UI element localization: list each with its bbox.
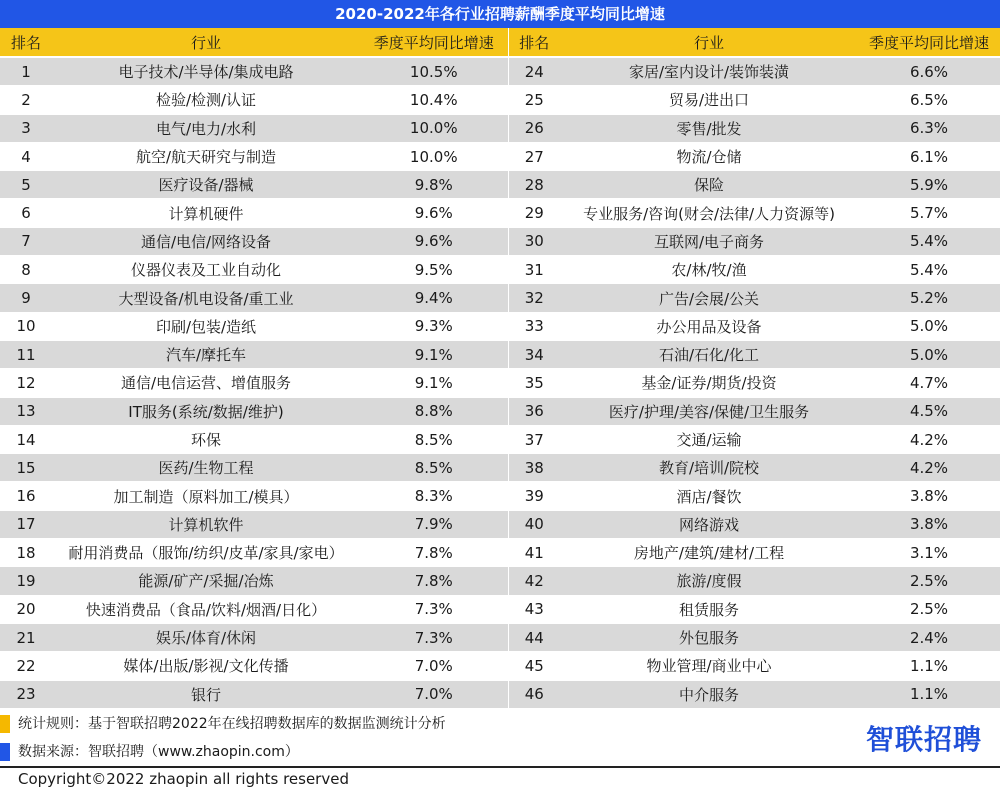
- cell-industry: 医疗设备/器械: [52, 171, 360, 199]
- table-row: [0, 482, 1000, 510]
- cell-rank: 38: [508, 454, 560, 482]
- cell-value: 9.8%: [360, 171, 508, 199]
- cell-rank: 34: [508, 340, 560, 368]
- cell-value: 4.7%: [858, 369, 1000, 397]
- cell-value: 2.5%: [858, 595, 1000, 623]
- cell-value: 4.2%: [858, 425, 1000, 453]
- cell-rank: 2: [0, 86, 52, 114]
- yellow-marker-icon: [0, 715, 10, 733]
- cell-rank: 20: [0, 595, 52, 623]
- cell-industry: 银行: [52, 680, 360, 708]
- cell-industry: 耐用消费品（服饰/纺织/皮革/家具/家电）: [52, 539, 360, 567]
- cell-rank: 29: [508, 199, 560, 227]
- footer-notes: [0, 710, 700, 766]
- cell-industry: 农/林/牧/渔: [560, 256, 858, 284]
- cell-value: 9.1%: [360, 340, 508, 368]
- cell-rank: 35: [508, 369, 560, 397]
- cell-industry: 环保: [52, 425, 360, 453]
- cell-value: 3.8%: [858, 482, 1000, 510]
- header-industry-right: 行业: [560, 28, 858, 57]
- table-row: [0, 454, 1000, 482]
- cell-value: 6.5%: [858, 86, 1000, 114]
- cell-value: 4.2%: [858, 454, 1000, 482]
- cell-rank: 9: [0, 284, 52, 312]
- table-row: [0, 425, 1000, 453]
- cell-rank: 4: [0, 142, 52, 170]
- rule-note: [0, 710, 700, 738]
- cell-rank: 36: [508, 397, 560, 425]
- cell-industry: 中介服务: [560, 680, 858, 708]
- cell-industry: 通信/电信/网络设备: [52, 227, 360, 255]
- table-row: [0, 652, 1000, 680]
- cell-value: 9.3%: [360, 312, 508, 340]
- zhaopin-logo: 智联招聘: [866, 723, 983, 756]
- cell-rank: 41: [508, 539, 560, 567]
- cell-rank: 45: [508, 652, 560, 680]
- cell-industry: 零售/批发: [560, 114, 858, 142]
- cell-rank: 40: [508, 510, 560, 538]
- cell-rank: 37: [508, 425, 560, 453]
- table-row: [0, 397, 1000, 425]
- header-value-left: 季度平均同比增速: [360, 28, 508, 57]
- cell-value: 1.1%: [858, 680, 1000, 708]
- cell-industry: 保险: [560, 171, 858, 199]
- cell-rank: 28: [508, 171, 560, 199]
- cell-industry: 物业管理/商业中心: [560, 652, 858, 680]
- table-row: [0, 539, 1000, 567]
- cell-rank: 39: [508, 482, 560, 510]
- cell-industry: 石油/石化/化工: [560, 340, 858, 368]
- cell-rank: 12: [0, 369, 52, 397]
- cell-value: 5.2%: [858, 284, 1000, 312]
- cell-rank: 32: [508, 284, 560, 312]
- cell-rank: 26: [508, 114, 560, 142]
- cell-rank: 6: [0, 199, 52, 227]
- header-value-right: 季度平均同比增速: [858, 28, 1000, 57]
- cell-industry: 电子技术/半导体/集成电路: [52, 57, 360, 86]
- cell-rank: 33: [508, 312, 560, 340]
- table-body: [0, 57, 1000, 708]
- table-row: [0, 312, 1000, 340]
- cell-value: 6.6%: [858, 57, 1000, 86]
- cell-industry: 教育/培训/院校: [560, 454, 858, 482]
- cell-rank: 24: [508, 57, 560, 86]
- table-title: 2020-2022年各行业招聘薪酬季度平均同比增速: [0, 0, 1000, 28]
- cell-value: 8.3%: [360, 482, 508, 510]
- ranking-table: [0, 28, 1000, 709]
- cell-rank: 18: [0, 539, 52, 567]
- cell-industry: IT服务(系统/数据/维护): [52, 397, 360, 425]
- cell-value: 5.9%: [858, 171, 1000, 199]
- table-row: [0, 510, 1000, 538]
- cell-value: 9.4%: [360, 284, 508, 312]
- header-row: [0, 28, 1000, 57]
- cell-value: 10.0%: [360, 142, 508, 170]
- cell-industry: 基金/证券/期货/投资: [560, 369, 858, 397]
- cell-industry: 家居/室内设计/装饰装潢: [560, 57, 858, 86]
- cell-industry: 娱乐/体育/休闲: [52, 623, 360, 651]
- cell-industry: 印刷/包装/造纸: [52, 312, 360, 340]
- cell-rank: 27: [508, 142, 560, 170]
- copyright: Copyright©2022 zhaopin all rights reserved: [18, 770, 349, 788]
- cell-value: 9.6%: [360, 199, 508, 227]
- cell-industry: 网络游戏: [560, 510, 858, 538]
- table-row: [0, 623, 1000, 651]
- cell-industry: 仪器仪表及工业自动化: [52, 256, 360, 284]
- source-note-text: 数据来源：智联招聘（www.zhaopin.com）: [18, 744, 299, 760]
- source-note: [0, 738, 700, 766]
- cell-industry: 酒店/餐饮: [560, 482, 858, 510]
- cell-rank: 16: [0, 482, 52, 510]
- cell-rank: 17: [0, 510, 52, 538]
- cell-value: 6.1%: [858, 142, 1000, 170]
- table-row: [0, 227, 1000, 255]
- cell-rank: 19: [0, 567, 52, 595]
- cell-value: 10.4%: [360, 86, 508, 114]
- cell-rank: 46: [508, 680, 560, 708]
- cell-industry: 专业服务/咨询(财会/法律/人力资源等): [560, 199, 858, 227]
- cell-industry: 房地产/建筑/建材/工程: [560, 539, 858, 567]
- cell-rank: 23: [0, 680, 52, 708]
- cell-value: 9.1%: [360, 369, 508, 397]
- table-row: [0, 57, 1000, 86]
- cell-rank: 30: [508, 227, 560, 255]
- header-rank-right: 排名: [508, 28, 560, 57]
- cell-industry: 互联网/电子商务: [560, 227, 858, 255]
- cell-value: 6.3%: [858, 114, 1000, 142]
- table-row: [0, 114, 1000, 142]
- table-row: [0, 284, 1000, 312]
- cell-rank: 21: [0, 623, 52, 651]
- cell-value: 3.1%: [858, 539, 1000, 567]
- cell-rank: 1: [0, 57, 52, 86]
- cell-industry: 交通/运输: [560, 425, 858, 453]
- table-row: [0, 595, 1000, 623]
- blue-marker-icon: [0, 743, 10, 761]
- cell-rank: 13: [0, 397, 52, 425]
- cell-rank: 22: [0, 652, 52, 680]
- cell-rank: 25: [508, 86, 560, 114]
- cell-value: 7.0%: [360, 680, 508, 708]
- cell-industry: 检验/检测/认证: [52, 86, 360, 114]
- rule-note-text: 统计规则：基于智联招聘2022年在线招聘数据库的数据监测统计分析: [18, 716, 446, 732]
- header-industry-left: 行业: [52, 28, 360, 57]
- cell-industry: 计算机硬件: [52, 199, 360, 227]
- cell-value: 7.8%: [360, 567, 508, 595]
- cell-value: 5.4%: [858, 227, 1000, 255]
- cell-value: 5.0%: [858, 340, 1000, 368]
- table-row: [0, 142, 1000, 170]
- cell-industry: 租赁服务: [560, 595, 858, 623]
- cell-industry: 贸易/进出口: [560, 86, 858, 114]
- cell-rank: 7: [0, 227, 52, 255]
- table-row: [0, 171, 1000, 199]
- cell-industry: 汽车/摩托车: [52, 340, 360, 368]
- cell-value: 1.1%: [858, 652, 1000, 680]
- cell-rank: 42: [508, 567, 560, 595]
- cell-rank: 8: [0, 256, 52, 284]
- cell-value: 9.5%: [360, 256, 508, 284]
- cell-value: 7.3%: [360, 595, 508, 623]
- cell-rank: 5: [0, 171, 52, 199]
- cell-industry: 通信/电信运营、增值服务: [52, 369, 360, 397]
- cell-value: 4.5%: [858, 397, 1000, 425]
- cell-industry: 航空/航天研究与制造: [52, 142, 360, 170]
- cell-value: 8.8%: [360, 397, 508, 425]
- cell-industry: 大型设备/机电设备/重工业: [52, 284, 360, 312]
- cell-rank: 3: [0, 114, 52, 142]
- table-row: [0, 680, 1000, 708]
- table-row: [0, 86, 1000, 114]
- table-row: [0, 369, 1000, 397]
- footer-divider: [0, 766, 1000, 768]
- cell-industry: 医药/生物工程: [52, 454, 360, 482]
- cell-rank: 31: [508, 256, 560, 284]
- cell-industry: 办公用品及设备: [560, 312, 858, 340]
- cell-rank: 15: [0, 454, 52, 482]
- cell-rank: 14: [0, 425, 52, 453]
- cell-value: 8.5%: [360, 454, 508, 482]
- cell-industry: 加工制造（原料加工/模具）: [52, 482, 360, 510]
- cell-rank: 43: [508, 595, 560, 623]
- cell-value: 5.4%: [858, 256, 1000, 284]
- cell-value: 5.0%: [858, 312, 1000, 340]
- cell-industry: 媒体/出版/影视/文化传播: [52, 652, 360, 680]
- cell-value: 7.8%: [360, 539, 508, 567]
- cell-value: 7.9%: [360, 510, 508, 538]
- cell-rank: 10: [0, 312, 52, 340]
- cell-value: 10.0%: [360, 114, 508, 142]
- table-row: [0, 256, 1000, 284]
- cell-industry: 电气/电力/水利: [52, 114, 360, 142]
- cell-value: 2.4%: [858, 623, 1000, 651]
- cell-value: 2.5%: [858, 567, 1000, 595]
- table-row: [0, 340, 1000, 368]
- table-row: [0, 567, 1000, 595]
- cell-value: 7.0%: [360, 652, 508, 680]
- header-rank-left: 排名: [0, 28, 52, 57]
- cell-value: 5.7%: [858, 199, 1000, 227]
- cell-industry: 能源/矿产/采掘/冶炼: [52, 567, 360, 595]
- cell-industry: 外包服务: [560, 623, 858, 651]
- cell-industry: 快速消费品（食品/饮料/烟酒/日化）: [52, 595, 360, 623]
- cell-industry: 医疗/护理/美容/保健/卫生服务: [560, 397, 858, 425]
- cell-value: 10.5%: [360, 57, 508, 86]
- cell-industry: 广告/会展/公关: [560, 284, 858, 312]
- cell-industry: 物流/仓储: [560, 142, 858, 170]
- cell-industry: 计算机软件: [52, 510, 360, 538]
- cell-rank: 44: [508, 623, 560, 651]
- cell-value: 8.5%: [360, 425, 508, 453]
- cell-value: 9.6%: [360, 227, 508, 255]
- cell-rank: 11: [0, 340, 52, 368]
- cell-industry: 旅游/度假: [560, 567, 858, 595]
- table-row: [0, 199, 1000, 227]
- cell-value: 3.8%: [858, 510, 1000, 538]
- cell-value: 7.3%: [360, 623, 508, 651]
